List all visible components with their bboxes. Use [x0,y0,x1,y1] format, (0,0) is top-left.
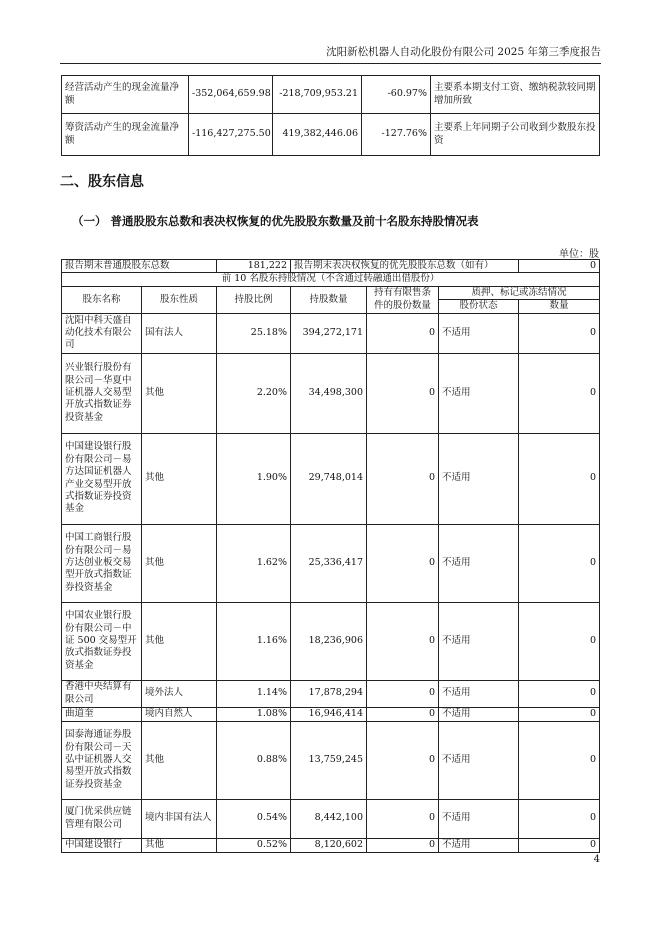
shareholder-status: 不适用 [439,707,519,721]
shareholder-ratio: 2.20% [217,353,291,433]
column-header-count: 数量 [519,300,600,313]
section-title: 二、股东信息 [60,174,144,190]
cashflow-reason: 主要系本期支付工资、缴纳税款较同期增加所致 [431,76,600,114]
shareholder-count: 0 [519,799,600,838]
cashflow-reason: 主要系上年同期子公司收到少数股东投资 [431,114,600,156]
shareholder-count: 0 [519,353,600,433]
shareholder-name: 中国工商银行股份有限公司－易方达创业板交易型开放式指数证券投资基金 [62,524,142,602]
shareholder-quantity: 13,759,245 [291,721,367,799]
shareholder-restricted: 0 [367,721,439,799]
shareholder-ratio: 0.88% [217,721,291,799]
shareholder-ratio: 1.62% [217,524,291,602]
shareholder-restricted: 0 [367,838,439,852]
shareholder-quantity: 18,236,906 [291,602,367,680]
shareholder-quantity: 29,748,014 [291,433,367,524]
cashflow-label: 筹资活动产生的现金流量净额 [62,114,189,156]
table-row [62,707,600,721]
page-number: 4 [593,854,600,865]
shareholder-quantity: 8,442,100 [291,799,367,838]
column-header-restricted: 持有有限售条件的股份数量 [367,286,439,313]
shareholder-status: 不适用 [439,313,519,353]
shareholder-status: 不适用 [439,433,519,524]
shareholder-status: 不适用 [439,680,519,707]
shareholder-name: 香港中央结算有限公司 [62,680,142,707]
shareholder-ratio: 0.54% [217,799,291,838]
shareholder-count: 0 [519,602,600,680]
shareholder-ratio: 1.16% [217,602,291,680]
table-row [62,114,600,156]
shareholder-count: 0 [519,838,600,852]
shareholder-nature: 其他 [142,433,217,524]
shareholder-ratio: 1.14% [217,680,291,707]
shareholder-status: 不适用 [439,524,519,602]
shareholder-nature: 其他 [142,838,217,852]
table-row [62,680,600,707]
preferred-shareholders-value: 0 [519,260,600,273]
shareholder-ratio: 0.52% [217,838,291,852]
total-shareholders-label: 报告期末普通股股东总数 [62,260,217,273]
shareholder-status: 不适用 [439,353,519,433]
column-header-nature: 股东性质 [142,286,217,313]
cashflow-prior: 419,382,446.06 [273,114,362,156]
shareholder-quantity: 34,498,300 [291,353,367,433]
shareholder-count: 0 [519,313,600,353]
shareholder-name: 国泰海通证券股份有限公司－天弘中证机器人交易型开放式指数证券投资基金 [62,721,142,799]
cashflow-change: -60.97% [362,76,431,114]
column-header-name: 股东名称 [62,286,142,313]
unit-label: 单位：股 [559,249,599,260]
shareholder-name: 中国建设银行股份有限公司－易方达国证机器人产业交易型开放式指数证券投资基金 [62,433,142,524]
shareholder-status: 不适用 [439,799,519,838]
preferred-shareholders-label: 报告期末表决权恢复的优先股股东总数（如有） [291,260,519,273]
shareholder-name: 中国农业银行股份有限公司－中证 500 交易型开放式指数证券投资基金 [62,602,142,680]
table-row [62,76,600,114]
shareholder-name: 厦门优采供应链管理有限公司 [62,799,142,838]
shareholder-nature: 境内自然人 [142,707,217,721]
shareholder-restricted: 0 [367,680,439,707]
column-header-quantity: 持股数量 [291,286,367,313]
cashflow-label: 经营活动产生的现金流量净额 [62,76,189,114]
table-row [62,273,600,286]
shareholder-restricted: 0 [367,353,439,433]
shareholder-nature: 其他 [142,602,217,680]
table-row [62,260,600,273]
shareholder-table [61,259,600,853]
cashflow-current: -352,064,659.98 [189,76,273,114]
cashflow-change: -127.76% [362,114,431,156]
cashflow-table [61,75,600,156]
table-header-row [62,286,600,299]
table-row [62,433,600,524]
shareholder-ratio: 1.90% [217,433,291,524]
table-row [62,524,600,602]
shareholder-restricted: 0 [367,799,439,838]
shareholder-nature: 其他 [142,721,217,799]
cashflow-prior: -218,709,953.21 [273,76,362,114]
shareholder-name: 中国建设银行 [62,838,142,852]
column-header-status: 股份状态 [439,300,519,313]
shareholder-name: 兴业银行股份有限公司－华夏中证机器人交易型开放式指数证券投资基金 [62,353,142,433]
total-shareholders-value: 181,222 [217,260,291,273]
shareholder-name: 沈阳中科天盛自动化技术有限公司 [62,313,142,353]
shareholder-count: 0 [519,721,600,799]
shareholder-status: 不适用 [439,602,519,680]
shareholder-status: 不适用 [439,838,519,852]
shareholder-count: 0 [519,433,600,524]
table-row [62,799,600,838]
shareholder-nature: 境外法人 [142,680,217,707]
shareholder-restricted: 0 [367,313,439,353]
section-subtitle: （一） 普通股股东总数和表决权恢复的优先股股东数量及前十名股东持股情况表 [72,214,479,228]
shareholder-quantity: 25,336,417 [291,524,367,602]
shareholder-nature: 其他 [142,353,217,433]
column-header-ratio: 持股比例 [217,286,291,313]
table-row [62,313,600,353]
table-row [62,602,600,680]
shareholder-nature: 其他 [142,524,217,602]
shareholder-quantity: 8,120,602 [291,838,367,852]
shareholder-quantity: 17,878,294 [291,680,367,707]
shareholder-quantity: 16,946,414 [291,707,367,721]
shareholder-restricted: 0 [367,433,439,524]
table-row [62,721,600,799]
shareholder-nature: 国有法人 [142,313,217,353]
shareholder-restricted: 0 [367,707,439,721]
table-row [62,353,600,433]
shareholder-quantity: 394,272,171 [291,313,367,353]
shareholder-count: 0 [519,707,600,721]
shareholder-restricted: 0 [367,602,439,680]
cashflow-current: -116,427,275.50 [189,114,273,156]
shareholder-nature: 境内非国有法人 [142,799,217,838]
top10-title: 前 10 名股东持股情况（不含通过转融通出借股份） [62,273,600,286]
shareholder-ratio: 25.18% [217,313,291,353]
shareholder-status: 不适用 [439,721,519,799]
shareholder-name: 曲道奎 [62,707,142,721]
table-row [62,838,600,852]
shareholder-restricted: 0 [367,524,439,602]
shareholder-count: 0 [519,680,600,707]
report-header: 沈阳新松机器人自动化股份有限公司 2025 年第三季度报告 [60,44,601,64]
column-header-pledge: 质押、标记或冻结情况 [439,286,600,299]
shareholder-ratio: 1.08% [217,707,291,721]
shareholder-count: 0 [519,524,600,602]
